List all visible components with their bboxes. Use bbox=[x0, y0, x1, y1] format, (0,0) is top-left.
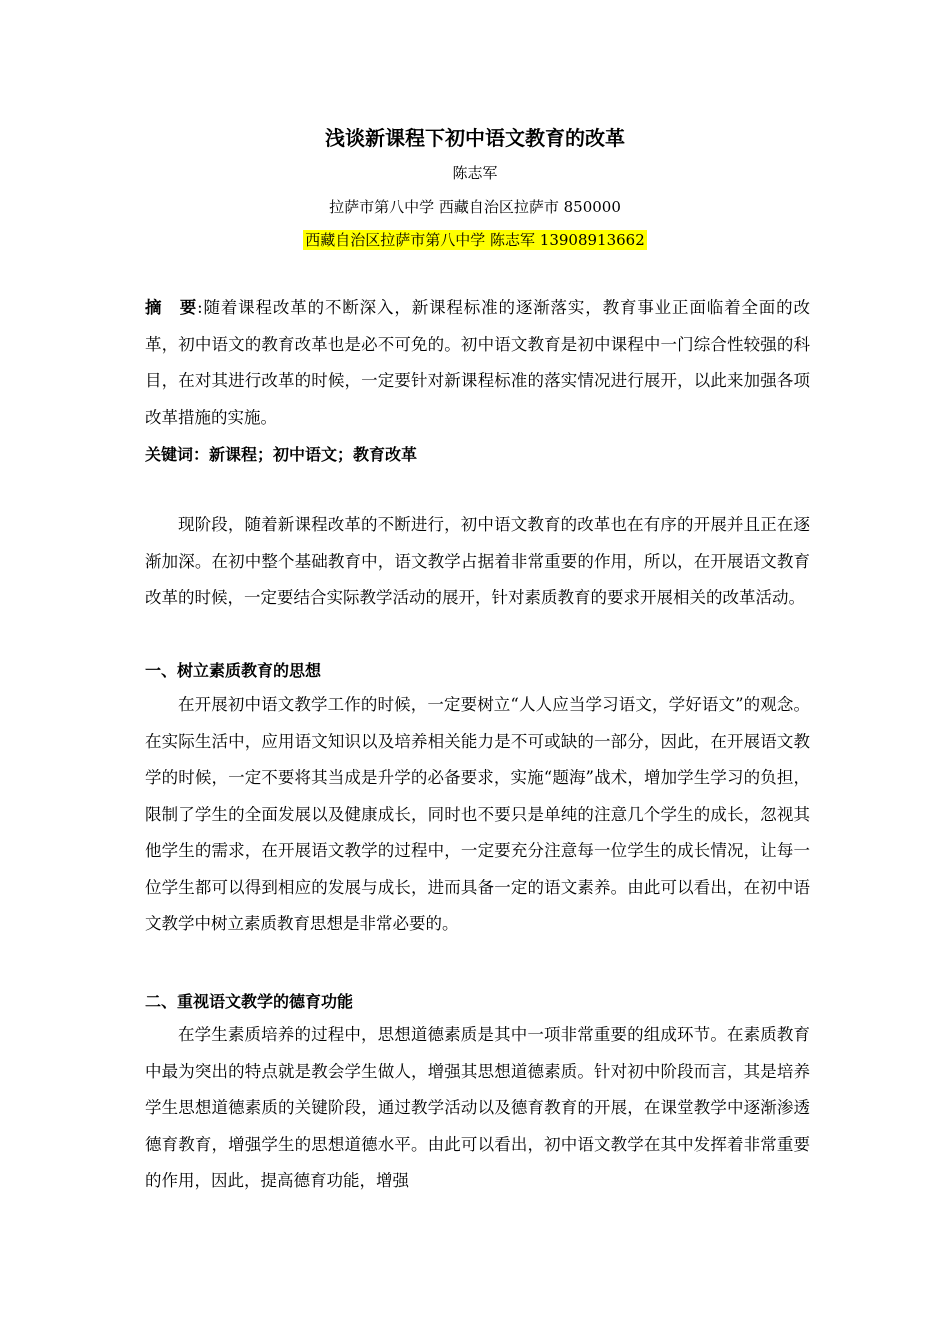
keywords-line: 关键词：新课程；初中语文；教育改革 bbox=[145, 445, 418, 464]
intro-paragraph: 现阶段，随着新课程改革的不断进行，初中语文教育的改革也在有序的开展并且正在逐渐加深。在初中整个基础教育中，语文教学占据着非常重要的作用，所以，在开展语文教育改革的时候，一定要结合实际教学活动的展开，针对素质教育的要求开展相关的改革活动。 bbox=[145, 515, 810, 607]
author-affiliation: 拉萨市第八中学 西藏自治区拉萨市 850000 bbox=[329, 198, 621, 216]
highlighted-contact: 西藏自治区拉萨市第八中学 陈志军 13908913662 bbox=[305, 231, 645, 249]
abstract-label: 摘 要 bbox=[145, 298, 198, 317]
abstract-text: 随着课程改革的不断深入，新课程标准的逐渐落实，教育事业正面临着全面的改革，初中语文的教育改革也是必不可免的。初中语文教育是初中课程中一门综合性较强的科目，在对其进行改革的时候，一定要针对新课程标准的落实情况进行展开，以此来加强各项改革措施的实施。 bbox=[145, 298, 811, 427]
section-paragraph: 在学生素质培养的过程中，思想道德素质是其中一项非常重要的组成环节。在素质教育中最为突出的特点就是教会学生做人，增强其思想道德素质。针对初中阶段而言，其是培养学生思想道德素质的关键阶段，通过教学活动以及德育教育的开展，在课堂教学中逐渐渗透德育教育，增强学生的思想道德水平。由此可以看出，初中语文教学在其中发挥着非常重要的作用，因此，提高德育功能，增强 bbox=[145, 1025, 810, 1190]
section-heading: 一、树立素质教育的思想 bbox=[145, 661, 322, 680]
section-paragraph: 在开展初中语文教学工作的时候，一定要树立“人人应当学习语文，学好语文”的观念。在实际生活中，应用语文知识以及培养相关能力是不可或缺的一部分，因此，在开展语文教学的时候，一定不要将其当成是升学的必备要求，实施“题海”战术，增加学生学习的负担，限制了学生的全面发展以及健康成长，同时也不要只是单纯的注意几个学生的成长，忽视其他学生的需求，在开展语文教学的过程中，一定要充分注意每一位学生的成长情况，让每一位学生都可以得到相应的发展与成长，进而具备一定的语文素养。由此可以看出，在初中语文教学中树立素质教育思想是非常必要的。 bbox=[145, 695, 810, 933]
abstract-paragraph bbox=[145, 290, 810, 436]
contact-info bbox=[0, 229, 950, 251]
document-title: 浅谈新课程下初中语文教育的改革 bbox=[325, 126, 625, 150]
author-name: 陈志军 bbox=[452, 164, 498, 182]
abstract-colon: : bbox=[197, 298, 203, 317]
section-heading: 二、重视语文教学的德育功能 bbox=[145, 992, 354, 1011]
